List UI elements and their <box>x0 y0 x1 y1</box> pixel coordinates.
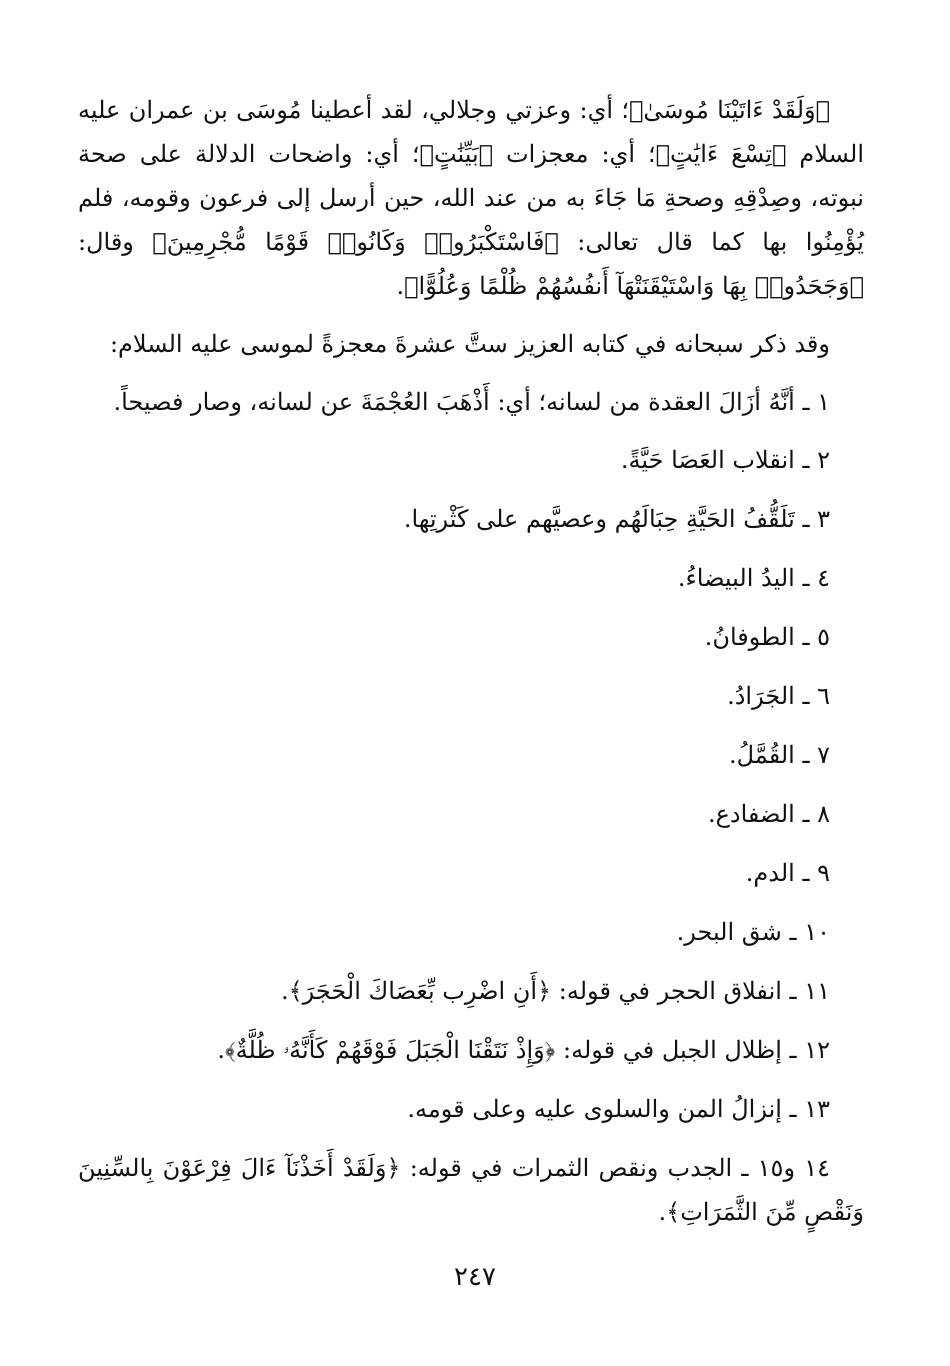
page-body <box>78 88 864 1248</box>
list-item-13: ١٣ ـ إنزالُ المن والسلوى عليه وعلى قومه. <box>407 1095 830 1123</box>
list-item-9: ٩ ـ الدم. <box>745 859 830 887</box>
list-item-7: ٧ ـ القُمَّلُ. <box>729 741 830 769</box>
list-item-5: ٥ ـ الطوفانُ. <box>704 623 830 651</box>
intro-paragraph: ﴿وَلَقَدْ ءَاتَيْنَا مُوسَىٰ﴾؛ أي: وعزتي وجلالي، لقد أعطينا مُوسَى بن عمران عليه السلام ﴿تِسْعَ ءَايَٰتٍ﴾؛ أي: معجزات ﴿بَيِّنَٰتٍ﴾؛ أي: واضحات الدلالة على صحة نبوته، وصِدْقِهِ وصحةِ مَا جَاءَ به من عند الله، حين أرسل إلى فرعون وقومه، فلم يُؤْمِنُوا بها كما قال تعالى: ﴿فَاسْتَكْبَرُوا۟ وَكَانُوا۟ قَوْمًا مُّجْرِمِينَ﴾ وقال: ﴿وَجَحَدُوا۟ بِهَا وَاسْتَيْقَنَتْهَآ أَنفُسُهُمْ ظُلْمًا وَعُلُوًّا﴾. <box>78 96 865 300</box>
list-item-14-15: ١٤ و١٥ ـ الجدب ونقص الثمرات في قوله: ﴿وَلَقَدْ أَخَذْنَآ ءَالَ فِرْعَوْنَ بِالسِّنِينَ وَنَقْصٍ مِّنَ الثَّمَرَاتِ﴾. <box>78 1154 864 1226</box>
miracles-heading-paragraph: وقد ذكر سبحانه في كتابه العزيز ستَّ عشرةَ معجزةً لموسى عليه السلام: <box>109 330 830 358</box>
list-item-6: ٦ ـ الجَرَادُ. <box>727 682 830 710</box>
list-item-2: ٢ ـ انقلاب العَصَا حَيَّةً. <box>620 446 830 474</box>
page-number: ٢٤٧ <box>454 1262 496 1292</box>
list-item-11: ١١ ـ انفلاق الحجر في قوله: ﴿أَنِ اضْرِب بِّعَصَاكَ الْحَجَرَ﴾. <box>280 977 830 1005</box>
list-item-4: ٤ ـ اليدُ البيضاءُ. <box>677 564 830 592</box>
list-item-1: ١ ـ أنَّهُ أزَالَ العقدة من لسانه؛ أي: أَذْهَبَ العُجْمَةَ عن لسانه، وصار فصيحاً. <box>113 388 830 416</box>
list-item-10: ١٠ ـ شق البحر. <box>676 918 830 946</box>
list-item-8: ٨ ـ الضفادع. <box>707 800 830 828</box>
list-item-12: ١٢ ـ إظلال الجبل في قوله: ﴿وَإِذْ نَتَقْنَا الْجَبَلَ فَوْقَهُمْ كَأَنَّهُۥ ظُلَّةٌ﴾. <box>217 1036 830 1064</box>
list-item-3: ٣ ـ تَلَقُّفُ الحَيَّةِ حِبَالَهُم وعصيَّهم على كَثْرتِها. <box>403 505 830 533</box>
